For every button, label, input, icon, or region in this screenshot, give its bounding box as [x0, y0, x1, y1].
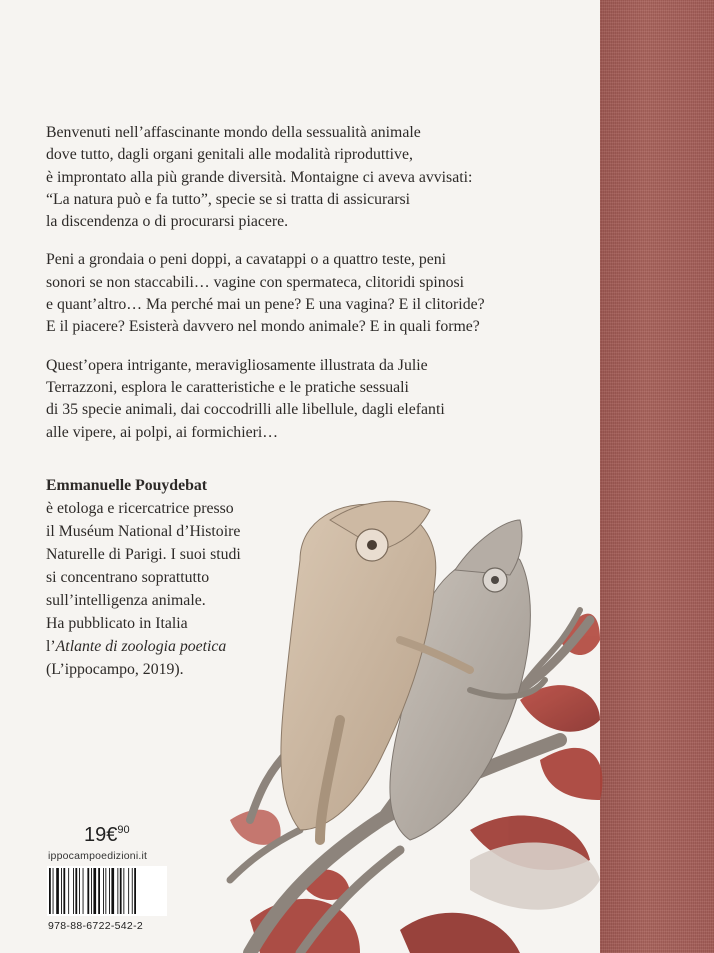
- publisher-website: ippocampoedizioni.it: [48, 850, 148, 862]
- price-main: 19€: [84, 824, 118, 846]
- blurb-paragraph-1: [46, 122, 606, 233]
- bio-line-book: [46, 635, 346, 658]
- text-line: è improntato alla più grande diversità. Montaigne ci aveva avvisati:: [46, 168, 473, 186]
- isbn: 978-88-6722-542-2: [48, 920, 144, 932]
- text-line: la discendenza o di procurarsi piacere.: [46, 213, 289, 231]
- text-line: di 35 specie animali, dai coccodrilli alle libellule, dagli elefanti: [46, 401, 445, 419]
- text-line: Quest’opera intrigante, meravigliosamente illustrata da Julie: [46, 356, 428, 374]
- text-line: Terrazzoni, esplora le caratteristiche e le pratiche sessuali: [46, 378, 409, 396]
- barcode: [47, 866, 167, 916]
- bio-line: si concentrano soprattutto: [46, 569, 210, 586]
- chameleon-grey: [390, 520, 545, 840]
- author-name: Emmanuelle Pouydebat: [46, 477, 208, 494]
- text-line: alle vipere, ai polpi, ai formichieri…: [46, 423, 279, 441]
- pale-leaf: [470, 843, 600, 910]
- blurb-text: [46, 122, 606, 460]
- text-line: Benvenuti nell’affascinante mondo della sessualità animale: [46, 124, 421, 141]
- bio-line: (L’ippocampo, 2019).: [46, 661, 184, 678]
- text-line: e quant’altro… Ma perché mai un pene? E una vagina? E il clitoride?: [46, 296, 485, 314]
- bio-line: sull’intelligenza animale.: [46, 592, 206, 609]
- bio-line: il Muséum National d’Histoire: [46, 523, 241, 540]
- bio-line: Naturelle di Parigi. I suoi studi: [46, 546, 241, 563]
- bio-line: è etologa e ricercatrice presso: [46, 500, 234, 517]
- author-bio: [46, 474, 346, 681]
- text-line: dove tutto, dagli organi genitali alle modalità riproduttive,: [46, 146, 413, 164]
- bio-line: Ha pubblicato in Italia: [46, 615, 188, 632]
- price: [84, 824, 130, 847]
- blurb-paragraph-3: [46, 355, 606, 444]
- text-line: E il piacere? Esisterà davvero nel mondo animale? E in quali forme?: [46, 318, 480, 336]
- text-line: Peni a grondaia o peni doppi, a cavatappi o a quattro teste, peni: [46, 251, 447, 269]
- text-line: “La natura può e fa tutto”, specie se si tratta di assicurarsi: [46, 190, 411, 208]
- price-cents: 90: [117, 824, 130, 836]
- blurb-paragraph-2: [46, 249, 606, 338]
- book-prefix: l’: [46, 638, 56, 655]
- book-title: Atlante di zoologia poetica: [55, 638, 227, 655]
- text-line: sonori se non staccabili… vagine con spermateca, clitoridi spinosi: [46, 273, 465, 291]
- cloth-spine: [600, 0, 714, 953]
